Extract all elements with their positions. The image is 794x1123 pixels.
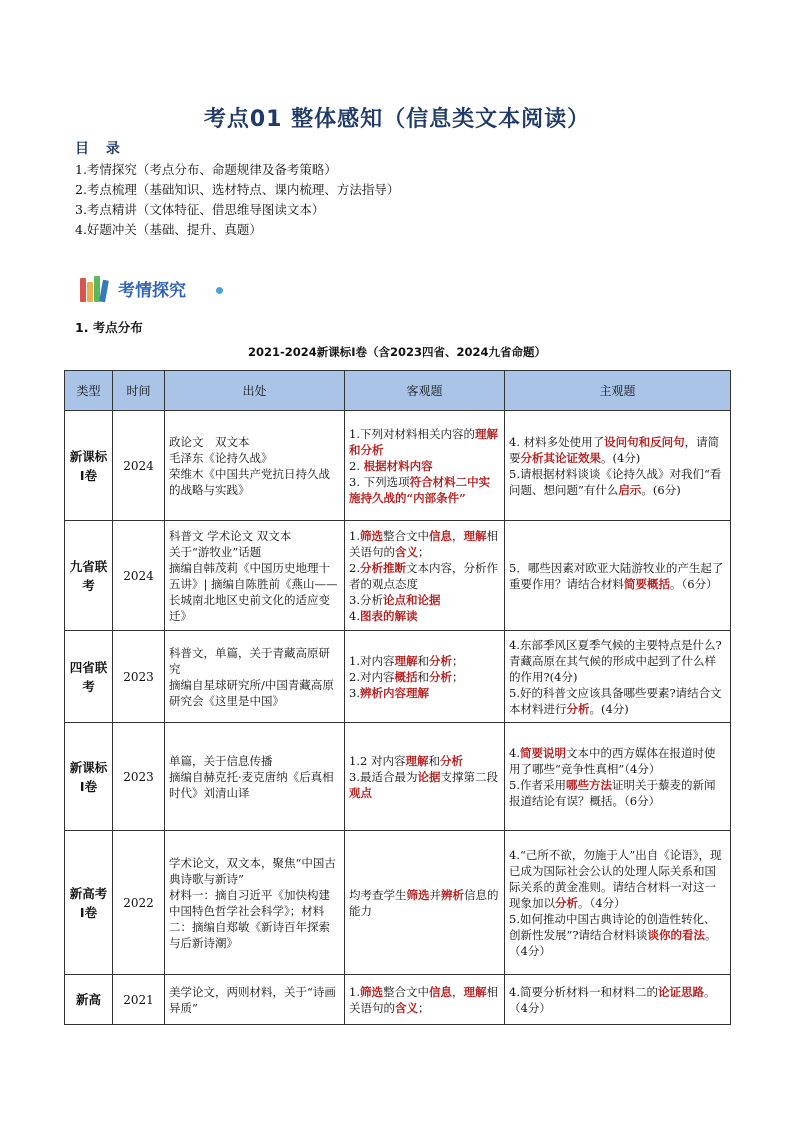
cell-source	[165, 411, 345, 521]
plain-text: 1.2 对内容	[349, 753, 406, 768]
subjective-line	[509, 777, 726, 809]
cell-subjective	[505, 411, 731, 521]
source-line: 科普文 学术论文 双文本	[169, 528, 292, 543]
emphasis-text: 图表的解读	[359, 608, 418, 623]
emphasis-text: 筛选	[406, 887, 430, 902]
subjective-line	[509, 847, 726, 911]
plain-text: 。(4分)	[589, 701, 629, 716]
plain-text: ，请简要	[509, 434, 720, 465]
emphasis-text: 根据材料内容	[363, 458, 433, 473]
plain-text: 5.如何推动中国古典诗论的创造性转化、创新性发展”?请结合材料谈	[509, 911, 716, 942]
emphasis-text: 谈你的看法	[647, 927, 706, 942]
plain-text: 和	[428, 753, 440, 768]
emphasis-text: 辨析	[441, 887, 464, 902]
emphasis-text: 含义	[395, 1000, 418, 1015]
cell-type: 九省联考	[65, 521, 113, 631]
emphasis-text: 观点	[349, 785, 372, 800]
objective-line	[349, 753, 500, 769]
cell-subjective	[505, 723, 731, 831]
cell-subjective	[505, 975, 731, 1025]
table-row	[65, 975, 731, 1025]
plain-text: 1.对内容	[349, 653, 395, 668]
plain-text: 文本中的西方媒体在报道时使用了哪些“竞争性真相”（4分）	[509, 745, 716, 776]
source-line: 美学论文，两则材料，关于“诗画异质”	[169, 984, 336, 1015]
emphasis-text: 理解	[405, 753, 429, 768]
toc-heading: 目 录	[75, 141, 126, 157]
section-banner	[78, 272, 248, 304]
cell-objective	[345, 411, 505, 521]
plain-text: 5.作者采用	[509, 777, 566, 792]
cell-source	[165, 723, 345, 831]
source-line: 毛泽东《论持久战》	[169, 450, 273, 465]
subjective-line	[509, 911, 726, 959]
plain-text: 4.“己所不欲，勿施于人”出自《论语》，现已成为国际社会公认的处理人际关系和国际关系的黄金准则。请结合材料一对这一现象加以	[509, 847, 722, 910]
plain-text: 3.	[349, 685, 360, 700]
cell-year: 2024	[113, 411, 165, 521]
cell-type: 新课标Ⅰ卷	[65, 411, 113, 521]
cell-source	[165, 631, 345, 723]
toc-list	[75, 160, 399, 240]
plain-text: 。（4分）	[578, 895, 626, 910]
cell-objective	[345, 831, 505, 975]
emphasis-text: 设问句和反问句	[604, 434, 685, 449]
emphasis-text: 含义	[395, 544, 418, 559]
cell-source	[165, 521, 345, 631]
cell-year: 2023	[113, 631, 165, 723]
plain-text: ；	[418, 1000, 430, 1015]
plain-text: 整合文中	[382, 984, 429, 999]
toc-item: 3.考点精讲（文体特征、借思维导图读文本）	[75, 202, 325, 217]
cell-subjective	[505, 831, 731, 975]
source-line: 政论文 双文本	[169, 434, 250, 449]
plain-text: ；	[451, 653, 464, 668]
plain-text: 3. 下列选项	[349, 474, 410, 489]
source-line: 材料一：摘自习近平《加快构建中国特色哲学社会科学》；材料二：摘编自郑敏《新诗百年探索与后新诗潮》	[169, 887, 330, 950]
objective-line	[349, 458, 500, 474]
plain-text: 1.	[349, 984, 360, 999]
plain-text: 2.	[349, 458, 364, 473]
emphasis-text: 启示	[618, 482, 642, 497]
page-title: 考点01 整体感知（信息类文本阅读）	[203, 107, 591, 132]
plain-text: 5.好的科普文应该具备哪些要素?请结合文本材料进行	[509, 685, 722, 716]
source-line: 荣维木《中国共产党抗日持久战的战略与实践》	[169, 466, 330, 497]
emphasis-text: 哪些方法	[565, 777, 612, 792]
plain-text: 整合文中	[382, 528, 429, 543]
plain-text: 5．哪些因素对欧亚大陆游牧业的产生起了重要作用？请结合材料	[509, 560, 724, 591]
cell-objective	[345, 521, 505, 631]
objective-line	[349, 608, 500, 624]
plain-text: 文本内容，分析作者的观点态度	[349, 560, 498, 591]
source-line: 科普文，单篇，关于青藏高原研究	[169, 645, 330, 676]
emphasis-text: 简要说明	[519, 745, 566, 760]
subjective-line	[509, 434, 726, 466]
cell-objective	[345, 975, 505, 1025]
source-line: 学术论文，双文本，聚焦“中国古典诗歌与新诗”	[169, 855, 336, 886]
books-icon	[78, 274, 114, 302]
plain-text: 3.最适合最为	[349, 769, 418, 784]
emphasis-text: 分析	[555, 895, 578, 910]
plain-text: 证明关于藜麦的新闻报道结论有误？概括。（6分）	[509, 777, 716, 808]
cell-year: 2022	[113, 831, 165, 975]
cell-type: 新课标Ⅰ卷	[65, 723, 113, 831]
cell-type: 四省联考	[65, 631, 113, 723]
cell-source	[165, 831, 345, 975]
cell-year: 2021	[113, 975, 165, 1025]
objective-line	[349, 560, 500, 592]
plain-text: 3.分析	[349, 592, 383, 607]
cell-subjective	[505, 521, 731, 631]
plain-text: ，	[451, 984, 464, 999]
header-year: 时间	[113, 371, 165, 411]
plain-text: 4.东部季风区夏季气候的主要特点是什么?青藏高原在其气候的形成中起到了什么样的作用?(4分)	[509, 637, 722, 684]
toc-item: 2.考点梳理（基础知识、选材特点、课内梳理、方法指导）	[75, 182, 400, 197]
emphasis-text: 论据	[417, 769, 441, 784]
plain-text: 4.	[349, 608, 360, 623]
emphasis-text: 简要概括	[624, 576, 670, 591]
emphasis-text: 概括	[394, 669, 418, 684]
section-heading: 1. 考点分布	[75, 320, 143, 335]
subjective-line	[509, 466, 726, 498]
source-line: 摘编自韩茂莉《中国历史地理十五讲》| 摘编自陈胜前《燕山——长城南北地区史前文化的适应变迁》	[169, 560, 338, 623]
plain-text: 4.	[509, 745, 520, 760]
banner-dot	[216, 287, 223, 294]
header-subjective: 主观题	[505, 371, 731, 411]
cell-type: 新高考Ⅰ卷	[65, 831, 113, 975]
emphasis-text: 理解和分析	[349, 426, 498, 457]
objective-line	[349, 984, 500, 1016]
emphasis-text: 辨析内容理解	[359, 685, 429, 700]
cell-type: 新高	[65, 975, 113, 1025]
cell-source	[165, 975, 345, 1025]
objective-line	[349, 528, 500, 560]
plain-text: 。（4分）	[509, 984, 716, 1015]
emphasis-text: 信息	[428, 984, 452, 999]
toc-item: 4.好题冲关（基础、提升、真题）	[75, 222, 262, 237]
table-row	[65, 631, 731, 723]
emphasis-text: 符合材料二中实施持久战的“内部条件”	[349, 474, 491, 505]
emphasis-text: 分析	[439, 753, 463, 768]
subjective-line	[509, 984, 726, 1016]
emphasis-text: 信息	[428, 528, 452, 543]
table-row	[65, 411, 731, 521]
plain-text: ；	[418, 544, 430, 559]
cell-objective	[345, 723, 505, 831]
plain-text: ；	[451, 669, 464, 684]
plain-text: ，	[451, 528, 464, 543]
plain-text: 2.对内容	[349, 669, 395, 684]
emphasis-text: 分析	[566, 701, 590, 716]
subjective-line	[509, 560, 726, 592]
source-line: 关于“游牧业”话题	[169, 544, 262, 559]
header-type: 类型	[65, 371, 113, 411]
emphasis-text: 理解	[463, 528, 487, 543]
banner-label: 考情探究	[118, 281, 186, 301]
plain-text: 和	[417, 669, 429, 684]
objective-line	[349, 592, 500, 608]
objective-line	[349, 769, 500, 801]
plain-text: 。（6分）	[670, 576, 718, 591]
plain-text: 。(4分)	[601, 450, 641, 465]
objective-line	[349, 653, 500, 669]
emphasis-text: 论点和论据	[382, 592, 441, 607]
plain-text: 并	[429, 887, 441, 902]
table-row	[65, 723, 731, 831]
objective-line	[349, 669, 500, 685]
emphasis-text: 理解	[463, 984, 487, 999]
plain-text: 1.下列对材料相关内容的	[349, 426, 475, 441]
toc-item: 1.考情探究（考点分布、命题规律及备考策略）	[75, 162, 337, 177]
plain-text: 2.	[349, 560, 360, 575]
emphasis-text: 理解	[394, 653, 418, 668]
plain-text: 。(6分)	[641, 482, 681, 497]
cell-year: 2023	[113, 723, 165, 831]
cell-objective	[345, 631, 505, 723]
table-row	[65, 831, 731, 975]
emphasis-text: 分析推断	[359, 560, 406, 575]
plain-text: 支撑第二段	[440, 769, 498, 784]
table-row	[65, 521, 731, 631]
subjective-line	[509, 637, 726, 685]
header-source: 出处	[165, 371, 345, 411]
objective-line	[349, 426, 500, 458]
emphasis-text: 筛选	[359, 984, 383, 999]
plain-text: 4. 材料多处使用了	[509, 434, 605, 449]
plain-text: 信息的能力	[349, 887, 499, 918]
subjective-line	[509, 745, 726, 777]
emphasis-text: 筛选	[359, 528, 383, 543]
source-line: 单篇，关于信息传播	[169, 753, 273, 768]
plain-text: 5.请根据材料谈谈《论持久战》对我们“看问题、想问题”有什么	[509, 466, 722, 497]
plain-text: 和	[417, 653, 429, 668]
plain-text: 1.	[349, 528, 360, 543]
cell-year: 2024	[113, 521, 165, 631]
plain-text: 相关语句的	[349, 528, 498, 559]
source-line: 摘编自赫克托·麦克唐纳《后真相时代》刘清山译	[169, 769, 334, 800]
emphasis-text: 分析其论证效果	[520, 450, 601, 465]
emphasis-text: 论证思路	[657, 984, 704, 999]
plain-text: 4.简要分析材料一和材料二的	[509, 984, 658, 999]
plain-text: 均考查学生	[349, 887, 407, 902]
cell-subjective	[505, 631, 731, 723]
objective-line	[349, 474, 500, 506]
emphasis-text: 分析	[428, 669, 452, 684]
objective-line	[349, 887, 500, 919]
table-caption: 2021-2024新课标Ⅰ卷（含2023四省、2024九省命题）	[247, 345, 547, 359]
subjective-line	[509, 685, 726, 717]
plain-text: 相关语句的	[349, 984, 498, 1015]
table-header-row	[65, 371, 731, 411]
emphasis-text: 分析	[428, 653, 452, 668]
plain-text: 。（4分）	[509, 927, 717, 958]
objective-line	[349, 685, 500, 701]
exam-distribution-table	[64, 370, 731, 1025]
source-line: 摘编自星球研究所/中国青藏高原研究会《这里是中国》	[169, 677, 334, 708]
header-objective: 客观题	[345, 371, 505, 411]
